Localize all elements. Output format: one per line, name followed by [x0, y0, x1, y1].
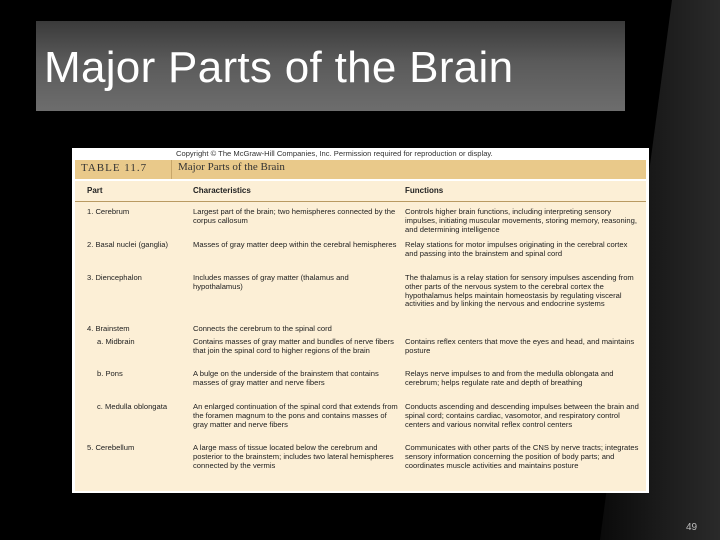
column-header-functions: Functions [405, 186, 444, 195]
cell-functions: The thalamus is a relay station for sensory impulses ascending from other parts of the nervous system to the cerebral cortex the hypothalamus helps maintain homeostasis by regulating visceral activities and by linking the nervous and endocrine systems [405, 273, 634, 309]
cell-characteristics: A bulge on the underside of the brainstem that contains masses of gray matter and nerve fibers [193, 369, 379, 387]
column-header-row [75, 181, 646, 202]
column-header-characteristics: Characteristics [193, 186, 251, 195]
cell-characteristics: An enlarged continuation of the spinal cord that extends from the foramen magnum to the pons and contains masses of gray matter and nerve fibers [193, 402, 398, 429]
column-header-part: Part [87, 186, 103, 195]
cell-part: 5. Cerebellum [87, 443, 135, 452]
title-bar [36, 21, 625, 111]
cell-characteristics: Connects the cerebrum to the spinal cord [193, 324, 332, 333]
cell-characteristics: A large mass of tissue located below the cerebrum and posterior to the brainstem; includes two lateral hemispheres connected by the vermis [193, 443, 394, 470]
table-figure [72, 148, 649, 493]
cell-functions: Contains reflex centers that move the eyes and head, and maintains posture [405, 337, 635, 355]
cell-characteristics: Contains masses of gray matter and bundles of nerve fibers that join the spinal cord to higher regions of the brain [193, 337, 394, 355]
cell-part: 2. Basal nuclei (ganglia) [87, 240, 169, 249]
cell-part: b. Pons [97, 369, 123, 378]
cell-characteristics: Largest part of the brain; two hemispheres connected by the corpus callosum [193, 207, 396, 225]
cell-part: 3. Diencephalon [87, 273, 142, 282]
cell-part: a. Midbrain [97, 337, 135, 346]
slide-title: Major Parts of the Brain [44, 43, 514, 92]
cell-characteristics: Masses of gray matter deep within the cerebral hemispheres [193, 240, 397, 249]
cell-functions: Communicates with other parts of the CNS by nerve tracts; integrates sensory information concerning the position of body parts; and coordinates muscle activities and maintains posture [405, 443, 639, 470]
table-body [75, 181, 646, 491]
table-title-band [75, 160, 646, 179]
cell-part: 4. Brainstem [87, 324, 130, 333]
cell-functions: Relay stations for motor impulses originating in the cerebral cortex and passing into the brainstem and spinal cord [405, 240, 628, 258]
cell-functions: Conducts ascending and descending impulses between the brain and spinal cord; contains cardiac, vasomotor, and respiratory control centers and various nonvital reflex control centers [405, 402, 639, 429]
cell-functions: Controls higher brain functions, including interpreting sensory impulses, initiating muscular movements, storing memory, reasoning, and determining intelligence [405, 207, 637, 234]
table-number: TABLE 11.7 [81, 162, 148, 174]
table-caption: Major Parts of the Brain [178, 161, 285, 173]
page-number: 49 [686, 522, 698, 533]
title-band-divider [171, 160, 172, 179]
cell-functions: Relays nerve impulses to and from the medulla oblongata and cerebrum; helps regulate rate and depth of breathing [405, 369, 614, 387]
cell-part: 1. Cerebrum [87, 207, 130, 216]
copyright-notice: Copyright © The McGraw-Hill Companies, Inc. Permission required for reproduction or display. [176, 149, 493, 158]
cell-part: c. Medulla oblongata [97, 402, 168, 411]
cell-characteristics: Includes masses of gray matter (thalamus and hypothalamus) [193, 273, 349, 291]
